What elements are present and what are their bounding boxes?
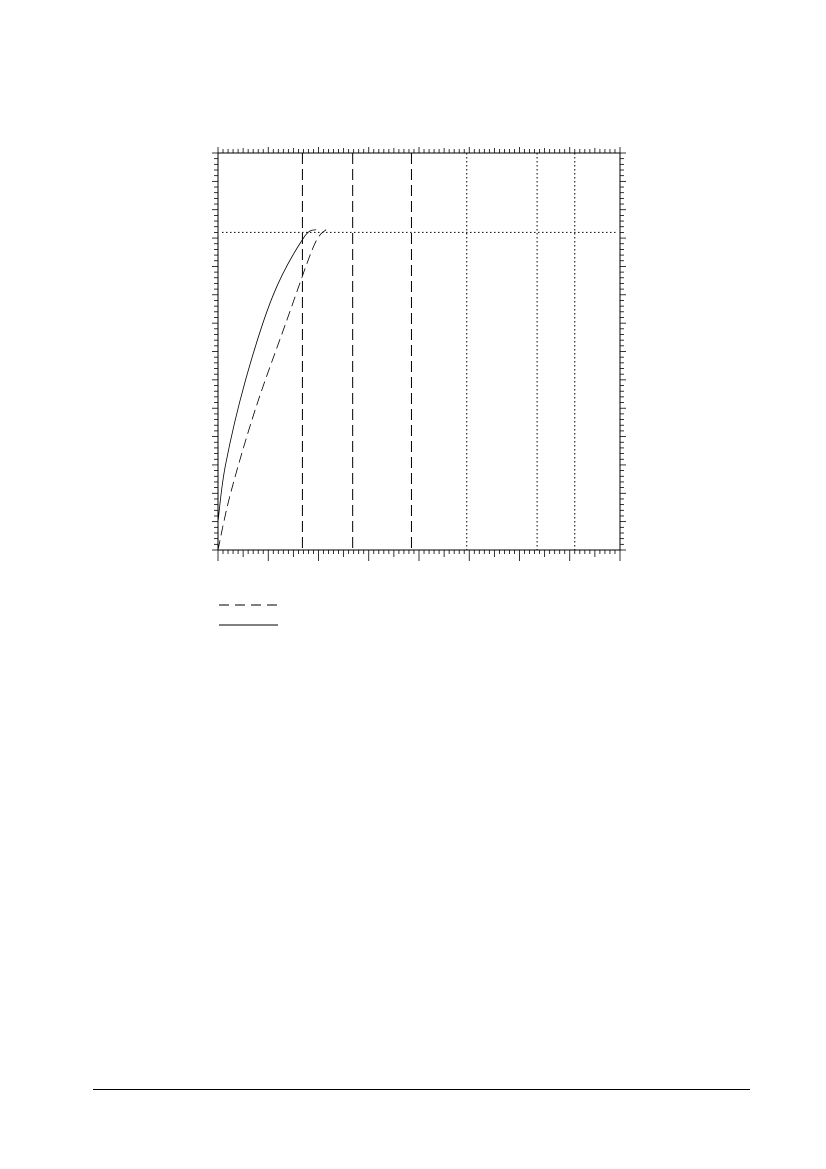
reference-lines: [222, 153, 616, 550]
data-series: [218, 230, 326, 550]
axis-ticks: [212, 147, 626, 561]
footer-rule: [93, 1089, 750, 1090]
series-line-dashed: [218, 230, 326, 550]
legend: [219, 605, 278, 625]
plot-frame: [218, 153, 620, 550]
